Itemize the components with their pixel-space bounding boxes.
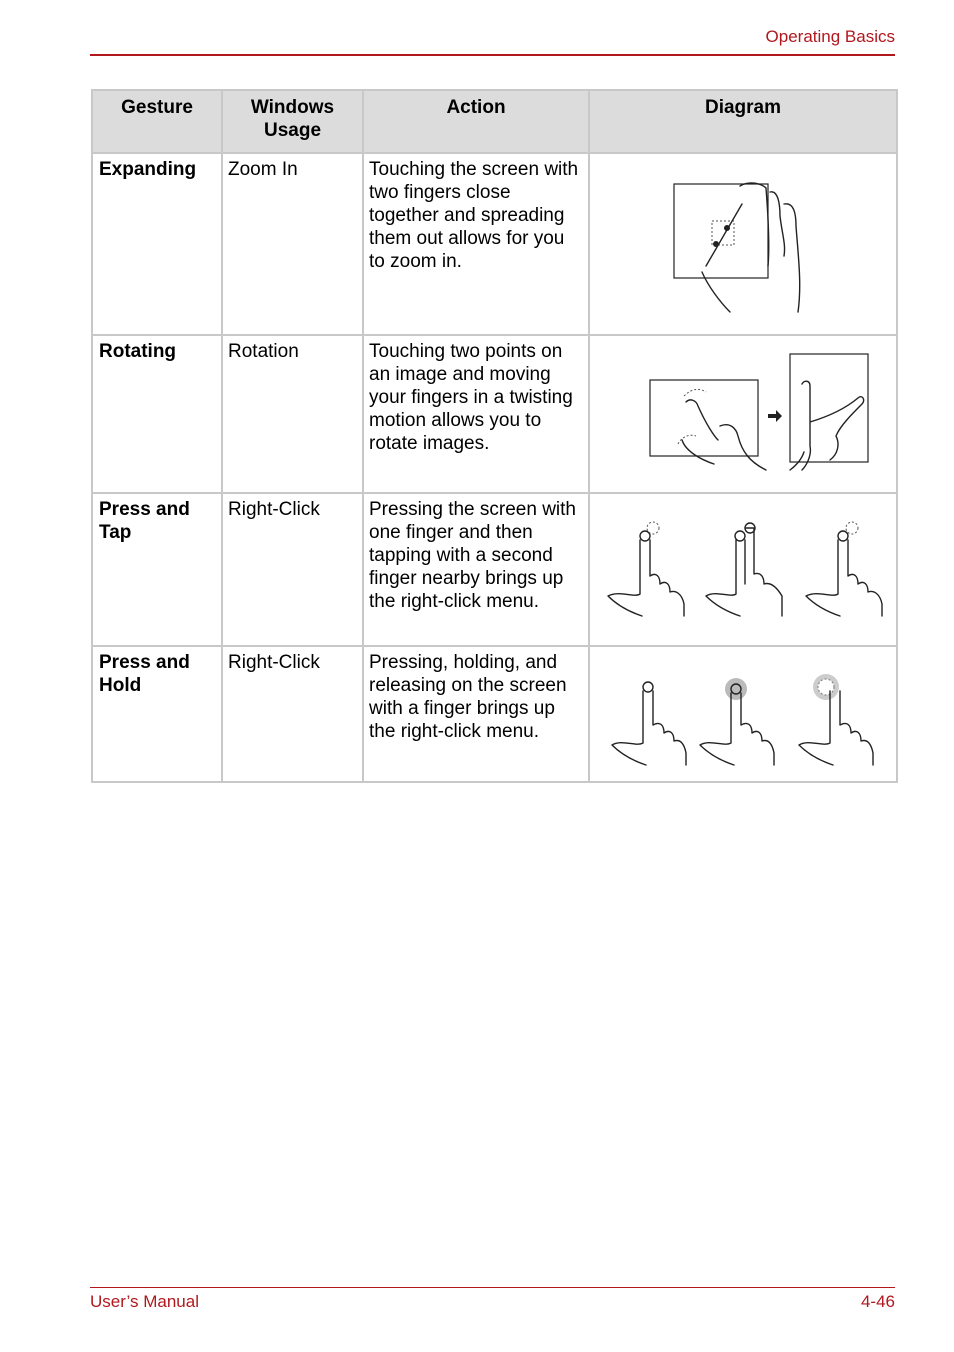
gesture-diagram (589, 153, 897, 335)
footer-manual-title: User’s Manual (90, 1292, 199, 1311)
gesture-action: Touching two points on an image and moving your fingers in a twisting motion allows you to rotate images. (363, 335, 589, 493)
gesture-action: Pressing the screen with one finger and then tapping with a second finger nearby brings up the right-click menu. (363, 493, 589, 646)
page-number: 4-46 (860, 1292, 895, 1311)
column-header-action: Action (363, 90, 589, 153)
gesture-name: Rotating (92, 335, 222, 493)
table-row (92, 153, 897, 335)
table-header-row (92, 90, 897, 153)
hand-press-tap-icon (590, 494, 894, 644)
gesture-action: Pressing, holding, and releasing on the screen with a finger brings up the right-click menu. (363, 646, 589, 782)
gesture-usage: Rotation (222, 335, 363, 493)
gesture-usage: Right-Click (222, 646, 363, 782)
column-header-usage: Windows Usage (222, 90, 363, 153)
gesture-usage: Zoom In (222, 153, 363, 335)
hand-spread-icon (590, 154, 894, 334)
table-row (92, 646, 897, 782)
table-row (92, 493, 897, 646)
gesture-diagram (589, 646, 897, 782)
gesture-table (91, 89, 898, 783)
footer-divider (90, 1287, 895, 1288)
gesture-name: Press and Hold (92, 646, 222, 782)
arrow-right-icon (768, 410, 782, 422)
gesture-usage: Right-Click (222, 493, 363, 646)
header-section-title: Operating Basics (765, 27, 895, 46)
hand-press-hold-icon (590, 647, 894, 779)
gesture-action: Touching the screen with two fingers close together and spreading them out allows for you to zoom in. (363, 153, 589, 335)
header-divider (90, 54, 895, 56)
column-header-diagram: Diagram (589, 90, 897, 153)
hand-rotate-icon (590, 336, 894, 492)
gesture-diagram (589, 493, 897, 646)
gesture-name: Expanding (92, 153, 222, 335)
gesture-name: Press and Tap (92, 493, 222, 646)
gesture-diagram (589, 335, 897, 493)
column-header-gesture: Gesture (92, 90, 222, 153)
table-row (92, 335, 897, 493)
